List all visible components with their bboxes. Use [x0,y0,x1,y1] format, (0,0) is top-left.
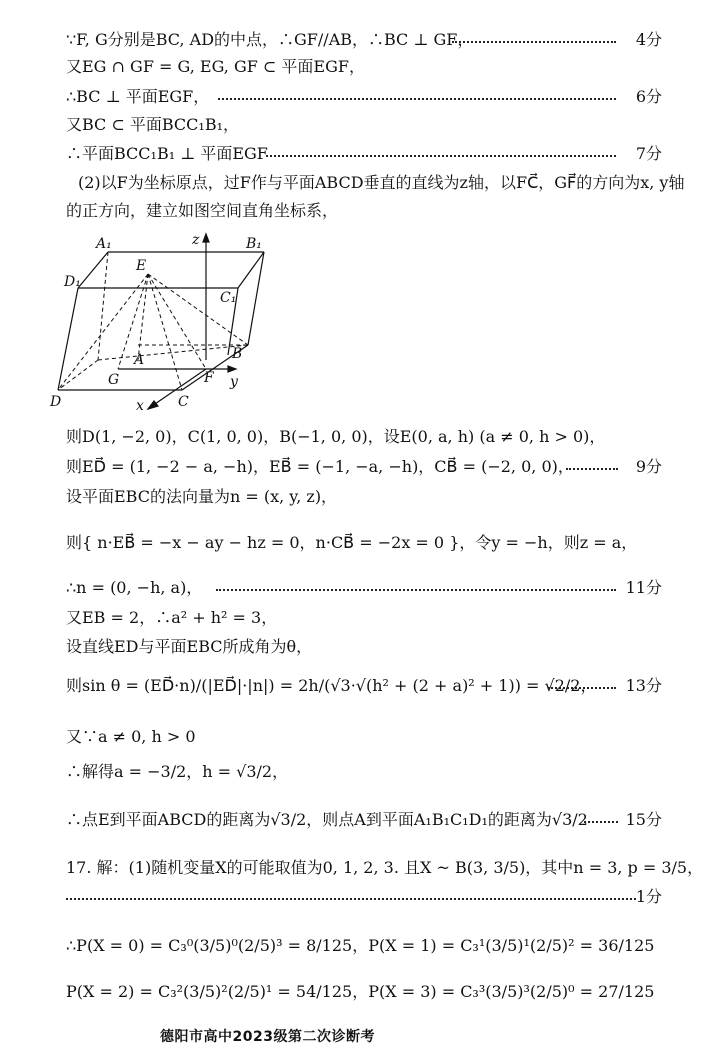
dot-leader [566,468,618,470]
label-y: y [230,374,238,390]
line-text: ∴平面BCC₁B₁ ⊥ 平面EGF [66,144,268,163]
proof-line-15 [0,666,721,706]
page-footer: 德阳市高中2023级第二次诊断考 [160,1029,375,1045]
edge-B1B [248,252,264,345]
dot-leader [216,589,616,591]
line-text: ∴n = (0, −h, a)， [66,578,203,597]
probability-line-1 [0,926,721,966]
label-x: x [136,398,144,414]
proof-line-16 [0,722,721,752]
problem-17-score-line [0,882,721,912]
label-F: F [204,370,214,386]
dot-leader [584,821,618,823]
proof-line-11 [0,528,721,558]
line-text: P(X = 2) = C₃²(3/5)²(2/5)¹ = 54/125，P(X = 3) = C₃³(3/5)³(2/5)⁰ = 27/125 [66,982,655,1001]
proof-line-7 [0,196,721,226]
label-z: z [192,232,200,248]
score-label: 9分 [635,457,662,476]
edge-D1D [58,288,78,390]
proof-line-10 [0,482,721,512]
line-text: ∵F, G分别是BC, AD的中点，∴GF//AB，∴BC ⊥ GF， [66,30,474,49]
coordinate-system-figure [50,230,262,414]
label-A: A [134,352,145,368]
line-text: ∴解得a = −3/2，h = √3/2， [66,762,289,781]
label-B1: B₁ [246,236,262,252]
line-text: ∴点E到平面ABCD的距离为√3/2，则点A到平面A₁B₁C₁D₁的距离为√3/2 [66,810,588,829]
proof-line-4 [0,110,721,140]
score-label: 7分 [635,144,662,163]
line-text: 则{ n·EB⃗ = −x − ay − hz = 0，n·CB⃗ = −2x = 0 }，令y = −h，则z = a， [66,533,638,552]
score-label: 13分 [625,676,662,695]
label-E: E [136,258,147,274]
line-text: 又EB = 2，∴a² + h² = 3， [66,608,278,627]
label-A1: A₁ [96,236,112,252]
proof-line-18 [0,800,721,840]
dot-leader [548,687,616,689]
line-text: ∴P(X = 0) = C₃⁰(3/5)⁰(2/5)³ = 8/125，P(X = 1) = C₃¹(3/5)¹(2/5)² = 36/125 [66,936,655,955]
line-text: 则D(1, −2, 0)，C(1, 0, 0)，B(−1, 0, 0)，设E(0, a, h) (a ≠ 0, h > 0)， [66,427,606,446]
proof-line-3 [0,82,721,112]
label-G: G [108,372,120,388]
proof-line-12 [0,573,721,603]
proof-line-1 [0,25,721,55]
proof-line-14 [0,632,721,662]
label-D1: D₁ [64,274,81,290]
dot-leader [218,98,616,100]
dot-leader [66,898,636,900]
label-C1: C₁ [220,290,237,306]
score-label: 15分 [625,810,662,829]
score-label: 6分 [635,87,662,106]
dot-leader [266,155,616,157]
line-text: 则ED⃗ = (1, −2 − a, −h)，EB⃗ = (−1, −a, −h)，CB⃗ = (−2, 0, 0)， [66,457,574,476]
line-text: 设直线ED与平面EBC所成角为θ， [66,637,313,656]
dot-leader [452,41,616,43]
proof-line-8 [0,422,721,452]
score-label: 11分 [625,578,662,597]
line-text: 设平面EBC的法向量为n = (x, y, z)， [66,487,338,506]
line-text: 又BC ⊂ 平面BCC₁B₁， [66,115,240,134]
proof-line-17 [0,752,721,792]
proof-line-6 [0,168,721,198]
probability-line-2 [0,972,721,1012]
line-text: 则sin θ = (ED⃗·n)/(|ED⃗|·|n|) = 2h/(√3·√(h² + (2 + a)² + 1)) = √2/2， [66,676,597,695]
proof-line-2 [0,52,721,82]
label-B: B [232,346,243,362]
proof-line-9 [0,452,721,482]
proof-line-5 [0,139,721,169]
line-text: 17. 解：(1)随机变量X的可能取值为0, 1, 2, 3. 且X ~ B(3, 3/5)，其中n = 3, p = 3/5， [66,858,704,877]
line-text: ∴BC ⊥ 平面EGF， [66,87,210,106]
line-text: (2)以F为坐标原点，过F作与平面ABCD垂直的直线为z轴，以FC⃗，GF⃗的方向为x, y轴 [78,173,685,192]
score-label: 1分 [635,887,662,906]
label-C: C [178,394,189,410]
label-D: D [50,394,62,410]
score-label: 4分 [635,30,662,49]
line-text: 的正方向，建立如图空间直角坐标系， [66,201,339,220]
line-text: 又∵a ≠ 0, h > 0 [66,727,196,746]
proof-line-13 [0,603,721,633]
line-text: 又EG ∩ GF = G, EG, GF ⊂ 平面EGF， [66,57,365,76]
